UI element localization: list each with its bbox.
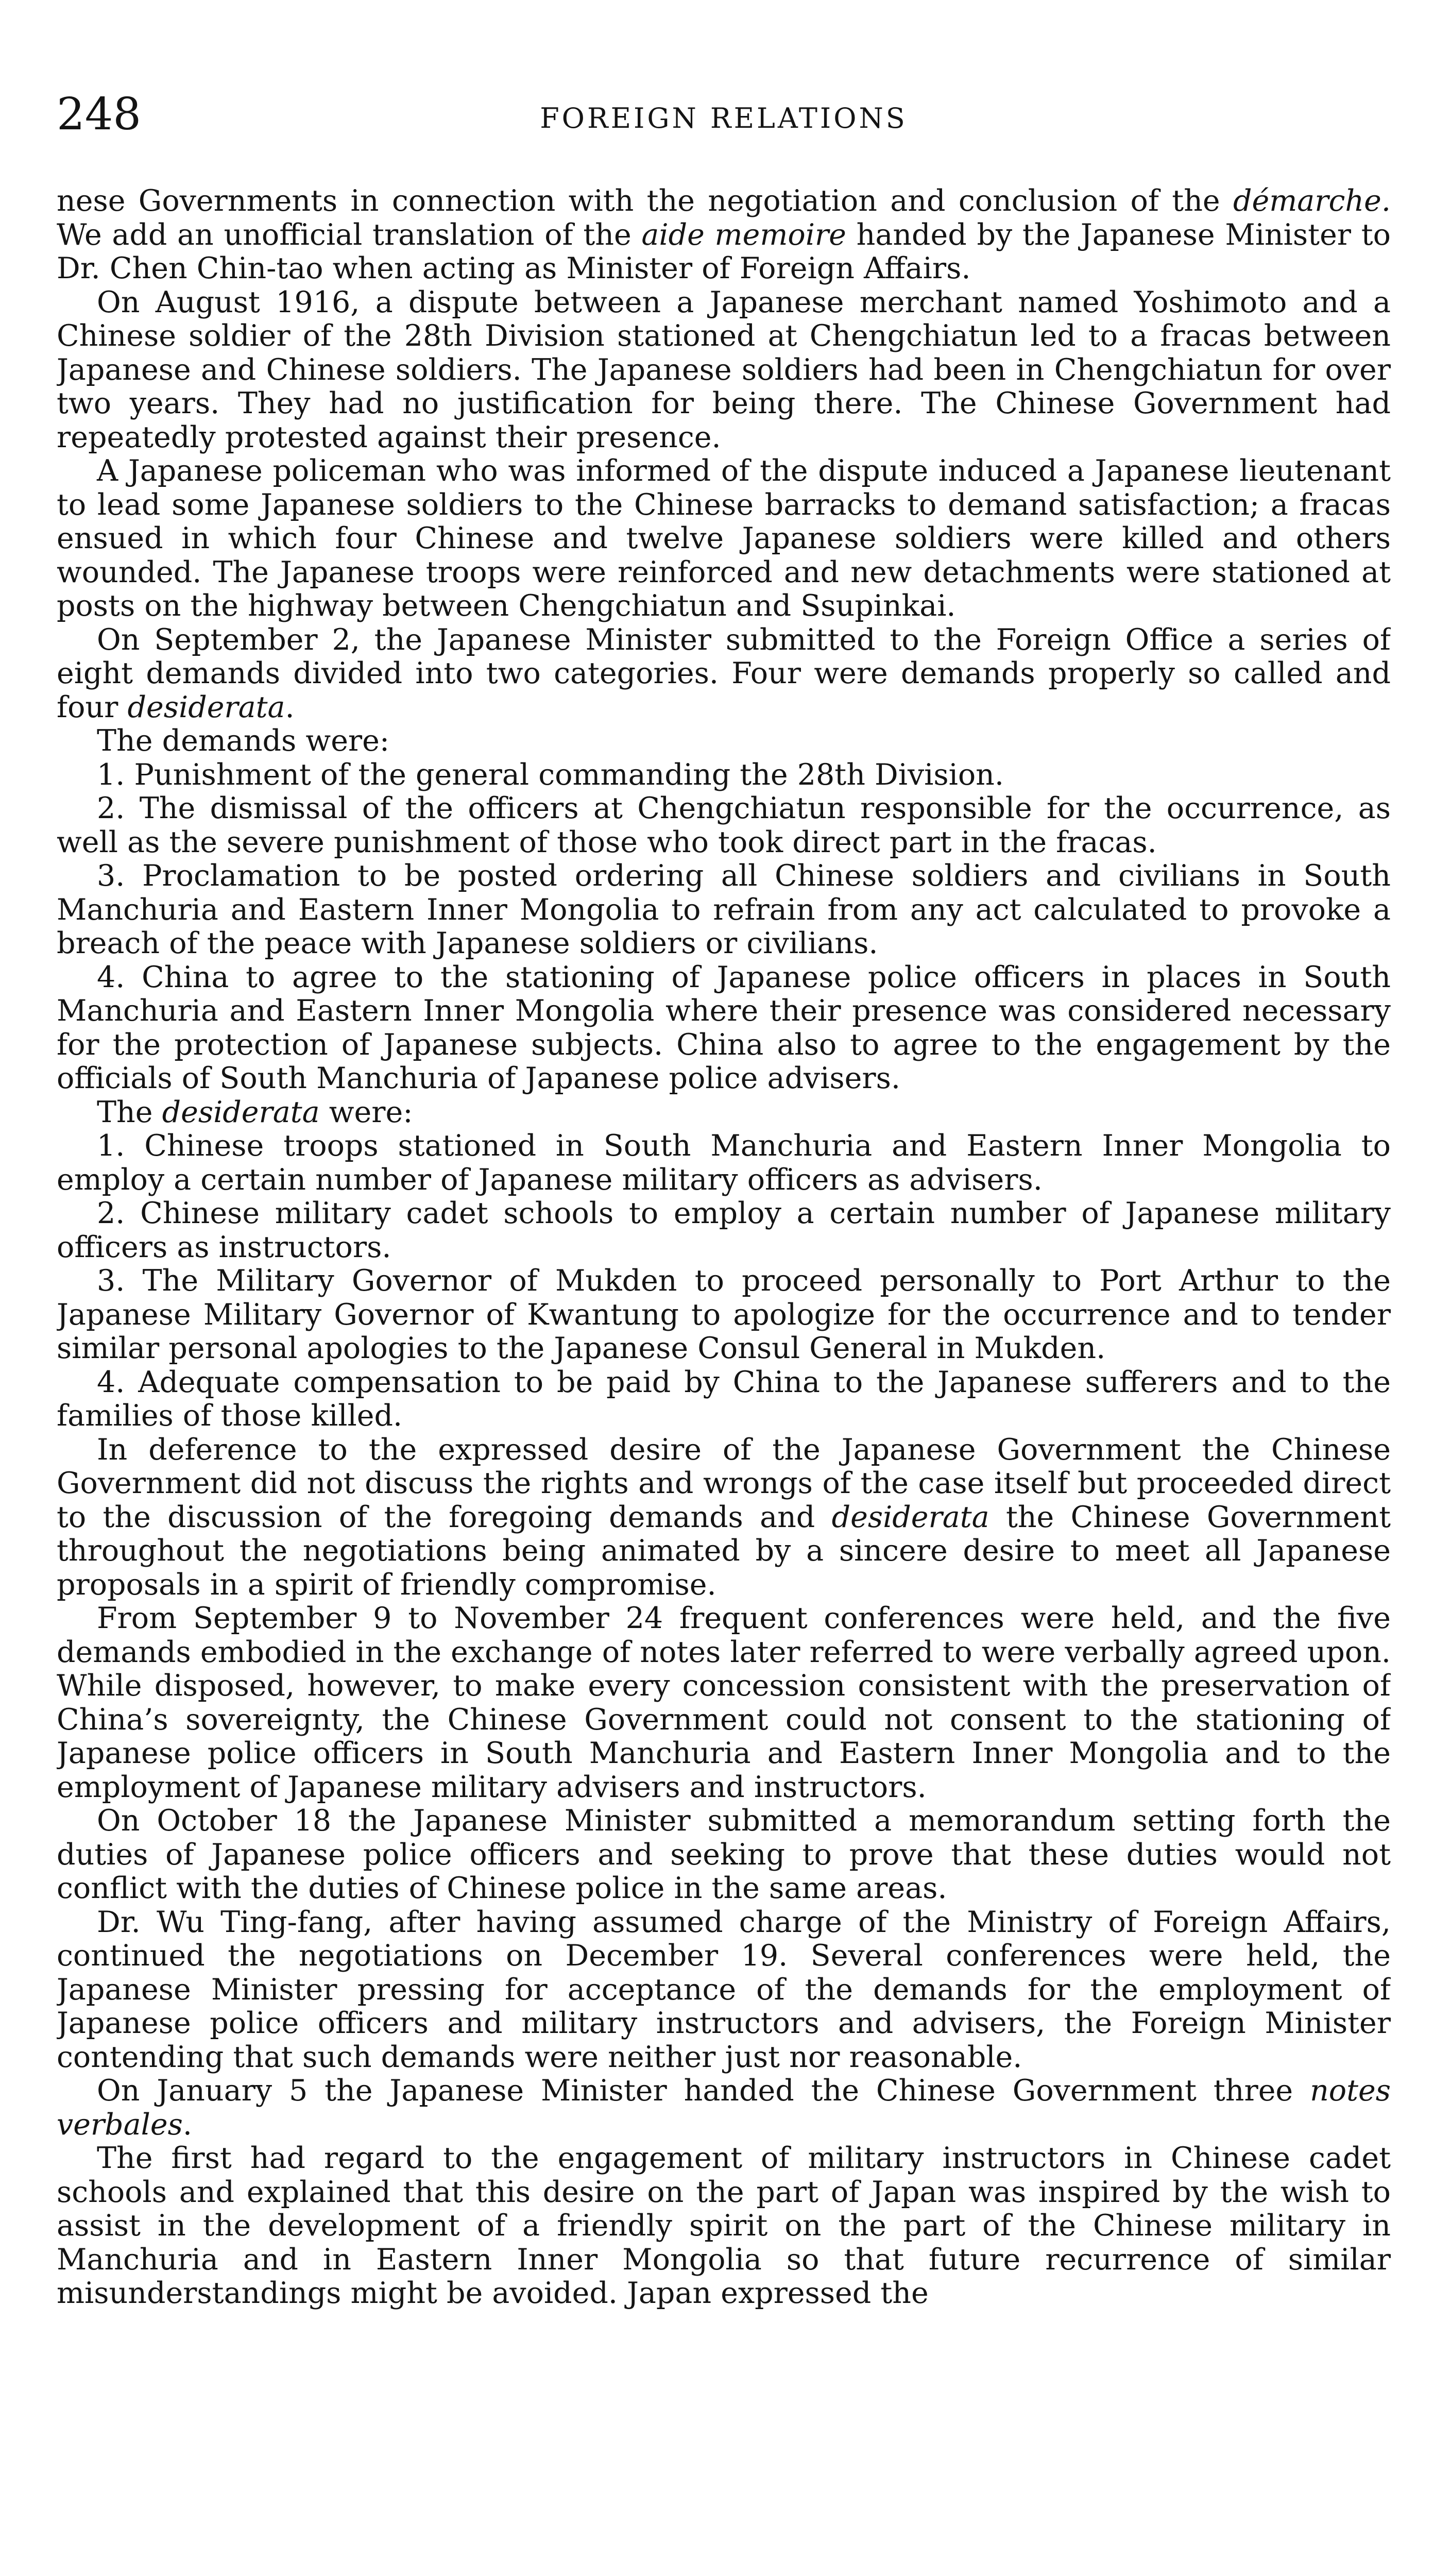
paragraph-3: A Japanese policeman who was informed of the dispute induced a Japanese lieutenant to lead some Japanese soldiers to the Chinese barracks to demand satisfaction; a fracas ensued in which four Chinese and twelve Japanese soldiers were killed and others wounded. The Japanese troops were reinforced and new detachments were stationed at posts on the highway between Chengchiatun and Ssupinkai. <box>57 454 1391 623</box>
paragraph-wu-ting-fang: Dr. Wu Ting-fang, after having assumed charge of the Ministry of Foreign Affairs, continued the negotiations on December 19. Several conferences were held, the Japanese Minister pressing for acceptance of the demands for the employment of Japanese police officers and military instructors and advisers, the Foreign Minister contending that such demands were neither just nor reasonable. <box>57 1905 1391 2074</box>
page-number: 248 <box>57 89 142 140</box>
running-head: FOREIGN RELATIONS <box>540 102 908 134</box>
paragraph-january-5: On January 5 the Japanese Minister handed the Chinese Government three notes verbales. <box>57 2074 1391 2142</box>
desideratum-2: 2. Chinese military cadet schools to employ a certain number of Japanese military officers as instructors. <box>57 1196 1391 1264</box>
desiderata-intro: The desiderata were: <box>97 1095 413 1129</box>
demand-1: 1. Punishment of the general commanding the 28th Division. <box>97 757 1004 792</box>
desideratum-1: 1. Chinese troops stationed in South Manchuria and Eastern Inner Mongolia to employ a certain number of Japanese military officers as advisers. <box>57 1129 1391 1197</box>
paragraph-deference: In deference to the expressed desire of the Japanese Government the Chinese Government did not discuss the rights and wrongs of the case itself but proceeded direct to the discussion of the foregoing demands and desiderata the Chinese Government throughout the negotiations being animated by a sincere desire to meet all Japanese proposals in a spirit of friendly compromise. <box>57 1432 1391 1602</box>
desideratum-3: 3. The Military Governor of Mukden to proceed personally to Port Arthur to the Japanese Military Governor of Kwantung to apologize for the occurrence and to tender similar personal apologies to the Japanese Consul General in Mukden. <box>57 1264 1391 1365</box>
paragraph-october-18: On October 18 the Japanese Minister submitted a memorandum setting forth the duties of Japanese police officers and seeking to prove that these duties would not conflict with the duties of Chinese police in the same areas. <box>57 1804 1391 1905</box>
paragraph-conferences: From September 9 to November 24 frequent conferences were held, and the five demands embodied in the exchange of notes later referred to were verbally agreed upon. While disposed, however, to make every concession consistent with the preservation of China’s sovereignty, the Chinese Government could not consent to the stationing of Japanese police officers in South Manchuria and Eastern Inner Mongolia and to the employment of Japanese military advisers and instructors. <box>57 1601 1391 1804</box>
body-text <box>57 184 1391 2554</box>
paragraph-1: nese Governments in connection with the negotiation and conclusion of the démarche. We add an unofficial translation of the aide memoire handed by the Japanese Minister to Dr. Chen Chin-tao when acting as Minister of Foreign Affairs. <box>57 184 1391 285</box>
demand-4: 4. China to agree to the stationing of Japanese police officers in places in South Manchuria and Eastern Inner Mongolia where their presence was considered necessary for the protection of Japanese subjects. China also to agree to the engagement by the officials of South Manchuria of Japanese police advisers. <box>57 960 1391 1095</box>
demand-3: 3. Proclamation to be posted ordering all Chinese soldiers and civilians in South Manchuria and Eastern Inner Mongolia to refrain from any act calculated to provoke a breach of the peace with Japanese soldiers or civilians. <box>57 859 1391 960</box>
page-header <box>57 89 1391 145</box>
paragraph-first-note: The first had regard to the engagement of military instructors in Chinese cadet schools and explained that this desire on the part of Japan was inspired by the wish to assist in the development of a friendly spirit on the part of the Chinese military in Manchuria and in Eastern Inner Mongolia so that future recurrence of similar misunderstandings might be avoided. Japan expressed the <box>57 2141 1391 2310</box>
paragraph-2: On August 1916, a dispute between a Japanese merchant named Yoshimoto and a Chinese soldier of the 28th Division stationed at Chengchiatun led to a fracas between Japanese and Chinese soldiers. The Japanese soldiers had been in Chengchiatun for over two years. They had no justification for being there. The Chinese Government had repeatedly protested against their presence. <box>57 285 1391 454</box>
desideratum-4: 4. Adequate compensation to be paid by China to the Japanese sufferers and to the families of those killed. <box>57 1365 1391 1433</box>
demands-intro: The demands were: <box>97 724 390 758</box>
paragraph-4: On September 2, the Japanese Minister submitted to the Foreign Office a series of eight demands divided into two categories. Four were demands properly so called and four desiderata. <box>57 622 1391 724</box>
demand-2: 2. The dismissal of the officers at Chengchiatun responsible for the occurrence, as well as the severe punishment of those who took direct part in the fracas. <box>57 791 1391 859</box>
